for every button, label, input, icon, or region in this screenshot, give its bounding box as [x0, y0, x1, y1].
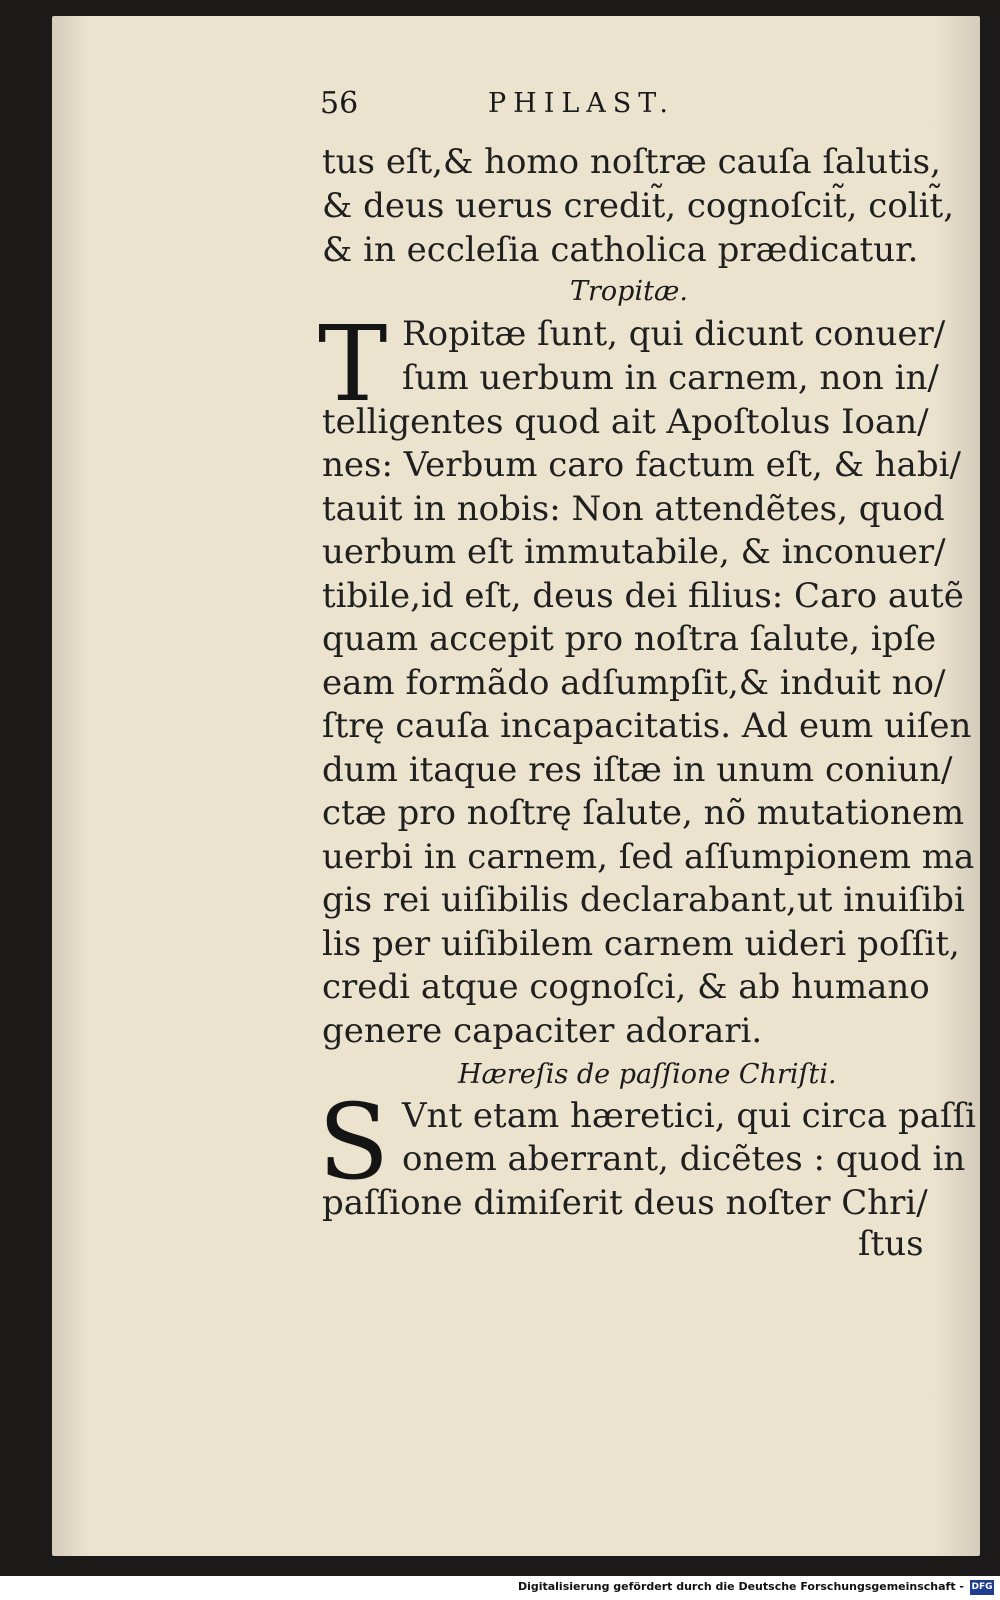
text-line: uerbum eſt immutabile, & inconuer/ — [322, 532, 946, 572]
text-line: onem aberrant, dicẽtes : quod in — [402, 1139, 966, 1179]
text-line: lis per uiſibilem carnem uideri poſſit, — [322, 924, 960, 964]
text-line: tauit in nobis: Non attendẽtes, quod — [322, 489, 945, 529]
catchword: ſtus — [858, 1224, 924, 1264]
text-line: genere capaciter adorari. — [322, 1011, 763, 1051]
text-line: ſum uerbum in carnem, non in/ — [402, 358, 939, 398]
funding-credit: Digitalisierung gefördert durch die Deutsche Forschungsgemeinschaft - — [517, 1580, 964, 1593]
text-line: Ropitæ ſunt, qui dicunt conuer/ — [402, 314, 946, 354]
text-line: quam accepit pro noſtra ſalute, ipſe — [322, 619, 937, 659]
drop-capital: T — [318, 303, 388, 425]
text-line: credi atque cognoſci, & ab humano — [322, 967, 930, 1007]
text-line: gis rei uiſibilis declarabant,ut inuiſibi — [322, 880, 965, 920]
text-line: tibile,id eſt, deus dei filius: Caro autẽ — [322, 576, 964, 616]
running-title: PHILAST. — [488, 88, 675, 119]
text-line: dum itaque res iſtæ in unum coniun/ — [322, 750, 953, 790]
text-line: paſſione dimiſerit deus noſter Chri/ — [322, 1183, 928, 1223]
text-line: & deus uerus credit̃, cognoſcit̃, colit̃, — [322, 186, 955, 226]
text-line: tus eſt,& homo noſtræ cauſa ſalutis, — [322, 142, 941, 182]
drop-capital: S — [318, 1081, 390, 1203]
text-line: ſtrę cauſa incapacitatis. Ad eum uiſen — [322, 706, 972, 746]
text-line: Vnt etam hæretici, qui circa paſſi — [402, 1096, 977, 1136]
dfg-logo: DFG — [970, 1580, 994, 1595]
text-line: eam formãdo adſumpſit,& induit no/ — [322, 663, 946, 703]
digitization-footer — [0, 1576, 1000, 1600]
text-line: nes: Verbum caro factum eſt, & habi/ — [322, 445, 961, 485]
section-heading: Tropitæ. — [570, 276, 688, 307]
section-heading: Hæreſis de paſſione Chriſti. — [458, 1059, 837, 1090]
page-number: 56 — [320, 86, 359, 121]
running-head — [320, 86, 880, 126]
text-line: ctæ pro noſtrę ſalute, nõ mutationem — [322, 793, 965, 833]
text-line: telligentes quod ait Apoſtolus Ioan/ — [322, 402, 929, 442]
text-line: uerbi in carnem, ſed aſſumpionem ma — [322, 837, 975, 877]
text-line: & in eccleſia catholica prædicatur. — [322, 230, 919, 270]
